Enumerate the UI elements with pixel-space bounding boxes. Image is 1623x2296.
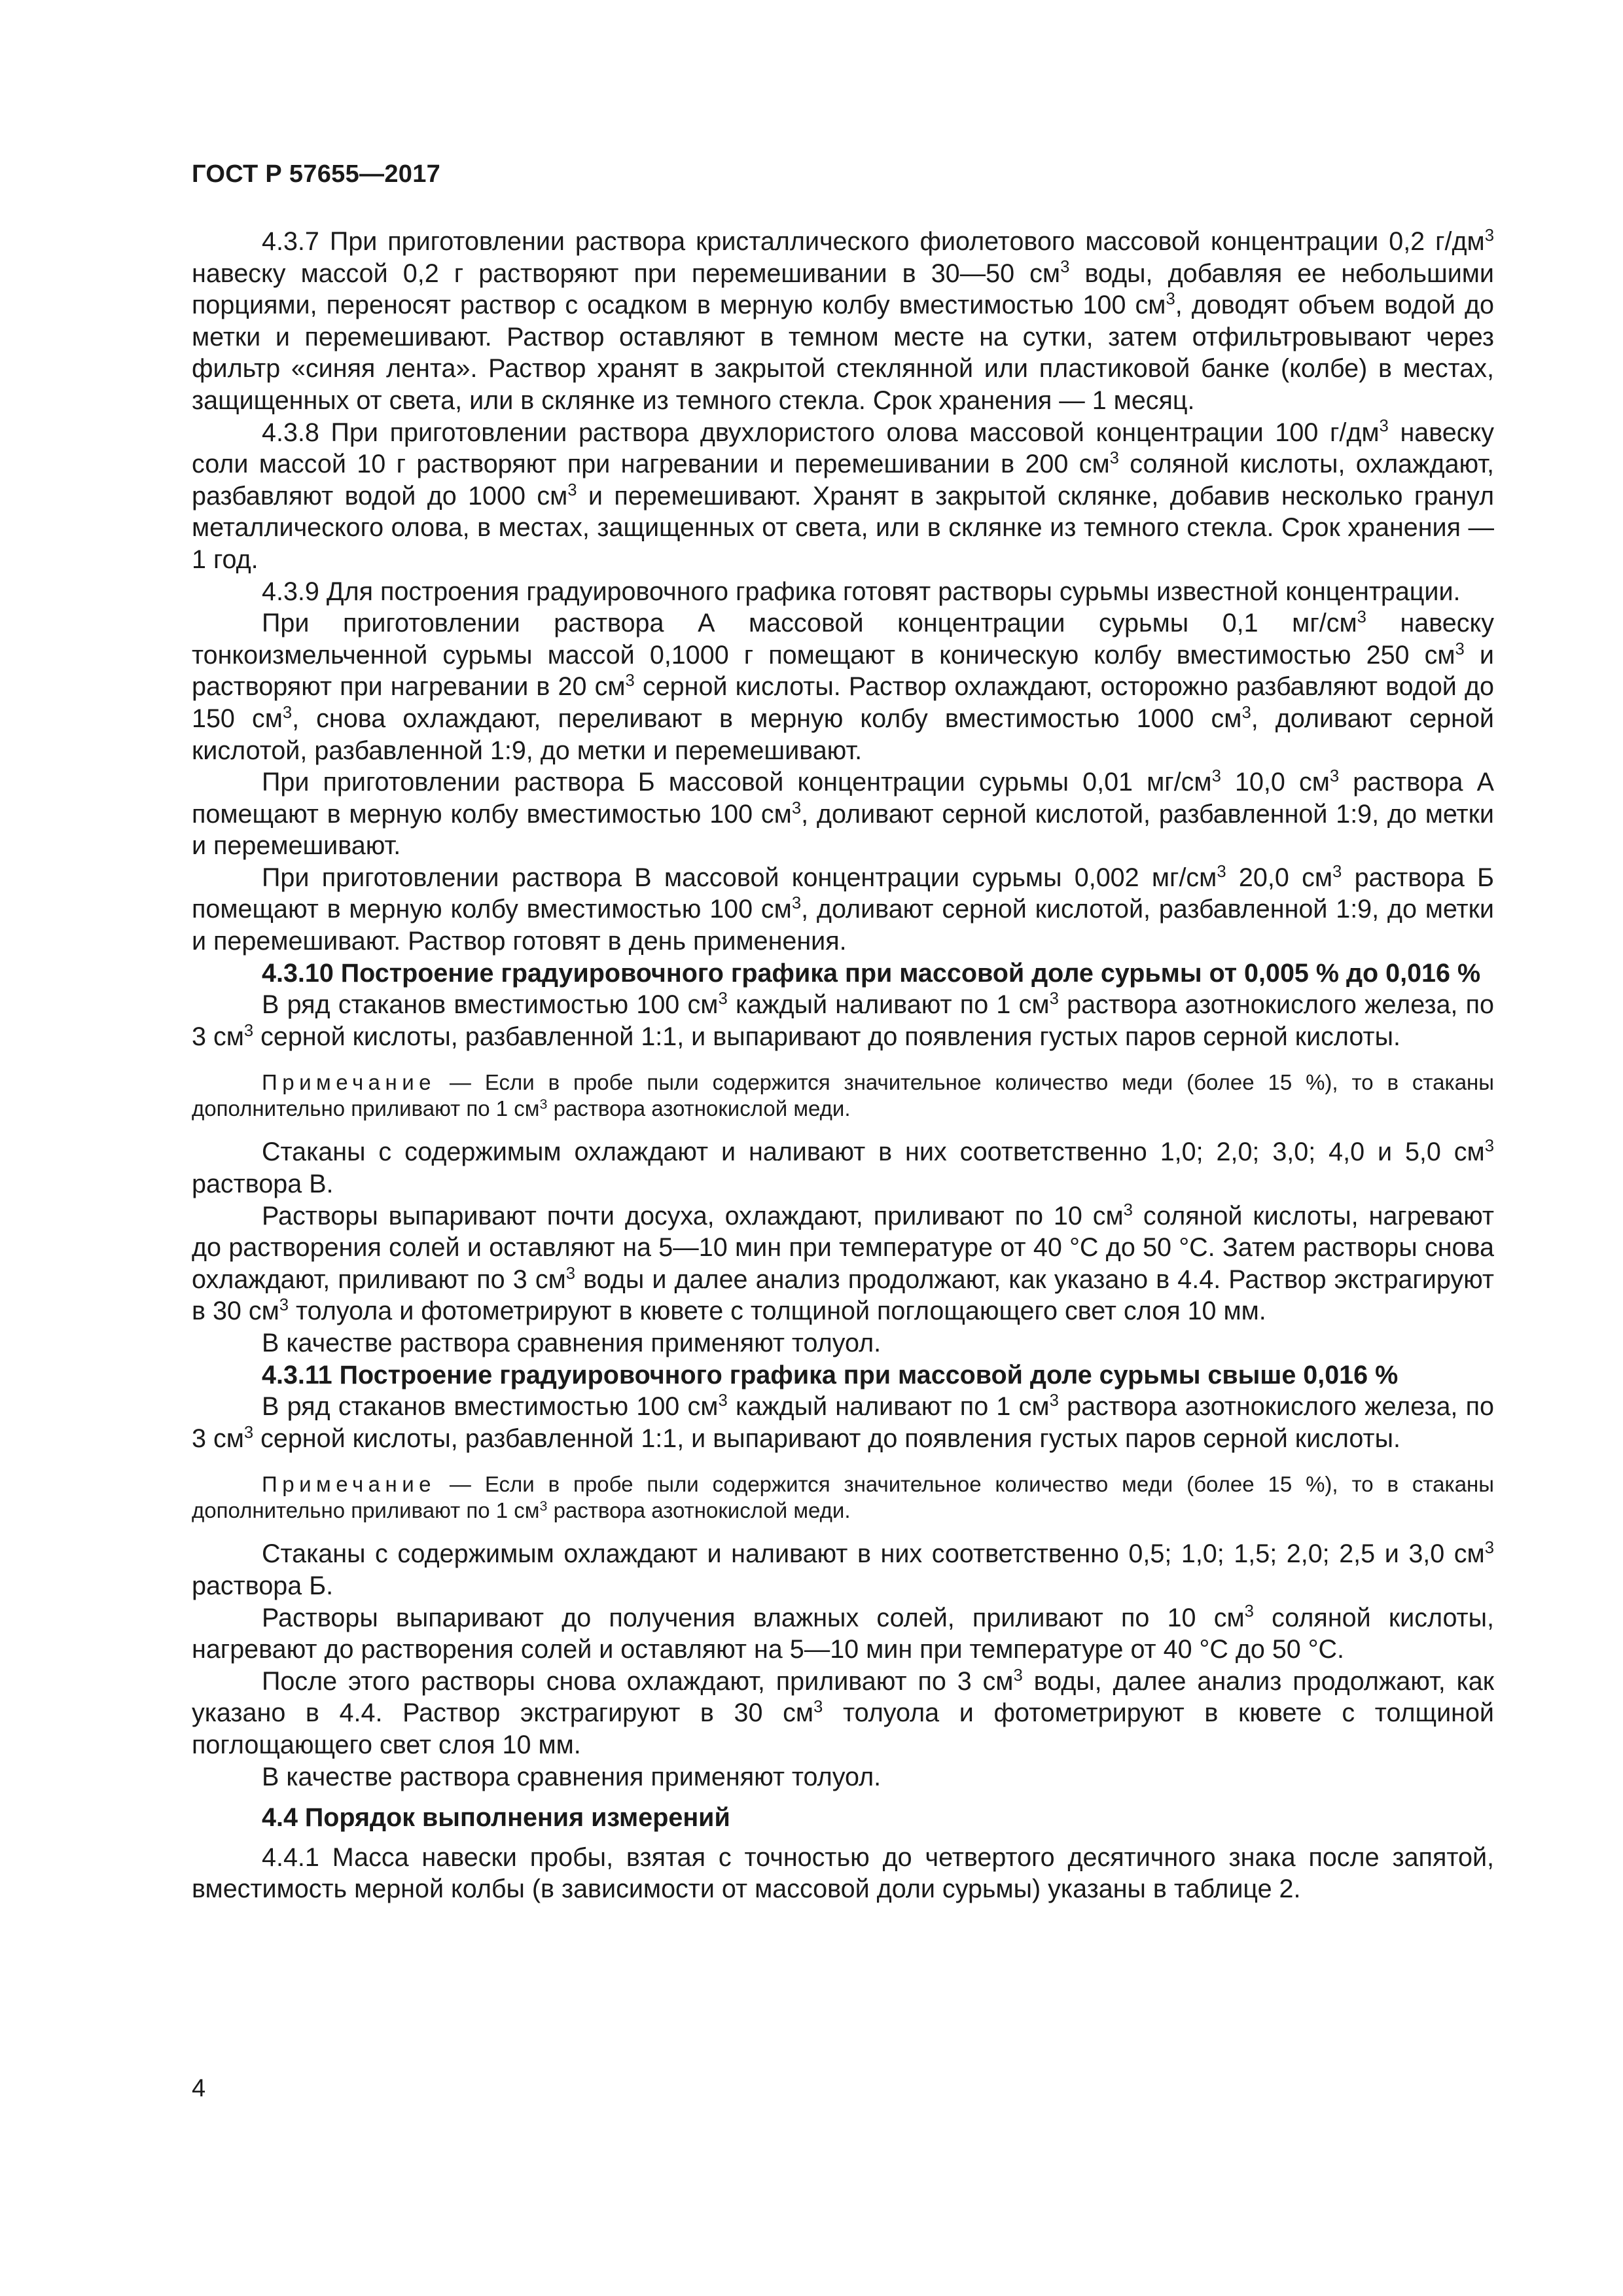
text-run: При приготовлении раствора А массовой концентрации сурьмы 0,1 мг/см [262, 609, 1357, 638]
text-run: В ряд стаканов вместимостью 100 см [262, 990, 719, 1020]
text-run: После этого растворы снова охлаждают, приливают по 3 см [262, 1666, 1014, 1696]
text-run: 4.3.9 Для построения градуировочного графика готовят растворы сурьмы известной концентрации. [262, 577, 1461, 606]
superscript: 3 [1357, 608, 1366, 627]
superscript: 3 [539, 1498, 548, 1514]
paragraph [192, 1136, 1494, 1200]
text-run: В качестве раствора сравнения применяют толуол. [262, 1329, 882, 1357]
superscript: 3 [1379, 417, 1389, 436]
text-run: серной кислоты, разбавленной 1:1, и выпаривают до появления густых паров серной кислоты. [253, 1022, 1400, 1051]
text-run: и растворяют при нагревании в 20 см [192, 640, 1494, 702]
paragraph [192, 1538, 1494, 1602]
document-header: ГОСТ Р 57655—2017 [192, 160, 441, 188]
superscript: 3 [1211, 766, 1221, 785]
superscript: 3 [1484, 1137, 1494, 1156]
page-number: 4 [192, 2075, 206, 2102]
superscript: 3 [791, 798, 802, 817]
text-run: толуола и фотометрируют в кювете с толщиной поглощающего свет слоя 10 мм. [289, 1297, 1266, 1326]
superscript: 3 [282, 703, 293, 722]
paragraph [192, 1761, 1494, 1793]
text-run: толуола и фотометрируют в кювете с толщиной поглощающего свет слоя 10 мм. [192, 1698, 1494, 1759]
paragraph [192, 607, 1494, 766]
text-run: раствора азотнокислого железа, по 3 см [192, 990, 1495, 1051]
text-run: соляной кислоты, нагревают до растворения солей и оставляют на 5—10 мин при температуре от 40 °С до 50 °С. Затем растворы снова охлаждают, приливают по 3 см [192, 1201, 1494, 1294]
superscript: 3 [243, 1423, 254, 1442]
superscript: 3 [718, 1391, 728, 1410]
superscript: 3 [539, 1096, 548, 1112]
text-run: Растворы выпаривают до получения влажных солей, приливают по 10 см [262, 1603, 1245, 1632]
text-run: — Если в пробе пыли содержится значительное количество меди (более 15 %), то в стаканы дополнительно приливают по 1 см [192, 1472, 1494, 1523]
text-run: воды и далее анализ продолжают, как указано в 4.4. Раствор экстрагируют в 30 см [192, 1265, 1494, 1326]
text-run: соляной кислоты, охлаждают, разбавляют водой до 1000 см [192, 450, 1494, 511]
text-run: 10,0 см [1221, 768, 1330, 797]
superscript: 3 [1484, 226, 1494, 245]
text-run: Стаканы с содержимым охлаждают и наливают в них соответственно 1,0; 2,0; 3,0; 4,0 и 5,0 см [262, 1138, 1485, 1167]
text-run: При приготовлении раствора Б массовой концентрации сурьмы 0,01 мг/см [262, 768, 1212, 797]
superscript: 3 [791, 894, 802, 913]
superscript: 3 [1329, 766, 1340, 785]
note-paragraph [192, 1069, 1494, 1122]
text-run: навеску тонкоизмельченной сурьмы массой 0,1000 г помещают в коническую колбу вместимостью 250 см [192, 609, 1494, 670]
text-run: При приготовлении раствора В массовой концентрации сурьмы 0,002 мг/см [262, 863, 1217, 892]
text-run: серной кислоты, разбавленной 1:1, и выпаривают до появления густых паров серной кислоты. [253, 1424, 1400, 1453]
note-label: Примечание [262, 1070, 437, 1095]
superscript: 3 [243, 1021, 254, 1040]
paragraph [192, 576, 1494, 608]
superscript: 3 [718, 990, 728, 1009]
text-run: В качестве раствора сравнения применяют толуол. [262, 1762, 882, 1791]
text-run: раствора Б. [192, 1571, 334, 1600]
superscript: 3 [279, 1296, 289, 1315]
text-run: 4.3.8 При приготовлении раствора двухлористого олова массовой концентрации 100 г/дм [262, 418, 1380, 447]
paragraph [192, 226, 1494, 417]
text-run: и перемешивают. Хранят в закрытой склянке, добавив несколько гранул металлического олова, в местах, защищенных от света, или в склянке из темного стекла. Срок хранения — 1 год. [192, 481, 1494, 574]
text-run: раствора А помещают в мерную колбу вместимостью 100 см [192, 768, 1494, 829]
paragraph [192, 862, 1494, 958]
document-body [192, 226, 1494, 1905]
text-run: каждый наливают по 1 см [727, 990, 1050, 1020]
superscript: 3 [1109, 449, 1119, 468]
section-heading [192, 1802, 1494, 1834]
text-run: Растворы выпаривают почти досуха, охлаждают, приливают по 10 см [262, 1201, 1124, 1230]
text-run: каждый наливают по 1 см [727, 1392, 1050, 1422]
paragraph [192, 417, 1494, 576]
superscript: 3 [565, 1264, 576, 1283]
text-run: , доводят объем водой до метки и перемешивают. Раствор оставляют в темном месте на сутки, затем отфильтровывают через фильтр «синяя лента». Раствор хранят в закрытой стеклянной или пластиковой банке (колбе) в местах, защищенных от света, или в склянке из темного стекла. Срок хранения — 1 месяц. [192, 291, 1495, 415]
superscript: 3 [1244, 1602, 1254, 1621]
text-run: , доливают серной кислотой, разбавленной 1:9, до метки и перемешивают. [192, 704, 1494, 765]
paragraph [192, 766, 1494, 862]
paragraph [192, 1842, 1494, 1905]
superscript: 3 [1013, 1666, 1023, 1685]
superscript: 3 [1049, 1391, 1059, 1410]
superscript: 3 [567, 480, 577, 499]
superscript: 3 [1484, 1539, 1494, 1558]
superscript: 3 [813, 1698, 823, 1717]
superscript: 3 [1217, 862, 1226, 881]
section-heading [192, 958, 1494, 990]
text-run: 20,0 см [1226, 863, 1332, 892]
superscript: 3 [625, 672, 635, 691]
superscript: 3 [1060, 258, 1070, 277]
text-run: В ряд стаканов вместимостью 100 см [262, 1392, 719, 1422]
text-run: раствора Б помещают в мерную колбу вместимостью 100 см [192, 863, 1495, 924]
note-label: Примечание [262, 1472, 437, 1497]
superscript: 3 [1166, 290, 1175, 309]
paragraph [192, 1666, 1494, 1761]
superscript: 3 [1332, 862, 1342, 881]
text-run: раствора азотнокислой меди. [547, 1096, 851, 1121]
text-run: 4.4.1 Масса навески пробы, взятая с точностью до четвертого десятичного знака после запятой, вместимость мерной колбы (в зависимости от массовой доли сурьмы) указаны в таблице 2. [192, 1842, 1494, 1904]
text-run: 4.4 Порядок выполнения измерений [262, 1803, 730, 1833]
paragraph [192, 1602, 1494, 1666]
text-run: воды, добавляя ее небольшими порциями, переносят раствор с осадком в мерную колбу вместимостью 100 см [192, 259, 1494, 320]
text-run: Стаканы с содержимым охлаждают и наливают в них соответственно 0,5; 1,0; 1,5; 2,0; 2,5 и 3,0 см [262, 1539, 1485, 1569]
text-run: 4.3.11 Построение градуировочного графика при массовой доле сурьмы свыше 0,016 % [262, 1360, 1399, 1390]
superscript: 3 [1123, 1200, 1133, 1219]
superscript: 3 [1241, 703, 1251, 722]
section-heading [192, 1359, 1494, 1391]
paragraph [192, 989, 1494, 1052]
superscript: 3 [1049, 990, 1059, 1009]
text-run: 4.3.10 Построение градуировочного графика при массовой доле сурьмы от 0,005 % до 0,016 % [262, 958, 1481, 988]
text-run: , доливают серной кислотой, разбавленной 1:9, до метки и перемешивают. [192, 799, 1494, 861]
paragraph [192, 1200, 1494, 1327]
text-run: раствора азотнокислого железа, по 3 см [192, 1392, 1495, 1453]
text-run: раствора В. [192, 1170, 334, 1199]
text-run: воды, далее анализ продолжают, как указано в 4.4. Раствор экстрагируют в 30 см [192, 1666, 1494, 1728]
text-run: , доливают серной кислотой, разбавленной 1:9, до метки и перемешивают. Раствор готовят в день применения. [192, 895, 1494, 956]
text-run: 4.3.7 При приготовлении раствора кристаллического фиолетового массовой концентрации 0,2 г/дм [262, 227, 1485, 256]
paragraph [192, 1391, 1494, 1454]
text-run: серной кислоты. Раствор охлаждают, осторожно разбавляют водой до 150 см [192, 672, 1494, 733]
text-run: раствора азотнокислой меди. [547, 1498, 851, 1523]
text-run: навеску соли массой 10 г растворяют при нагревании и перемешивании в 200 см [192, 418, 1494, 479]
note-paragraph [192, 1471, 1494, 1524]
superscript: 3 [1455, 639, 1465, 658]
text-run: — Если в пробе пыли содержится значительное количество меди (более 15 %), то в стаканы дополнительно приливают по 1 см [192, 1070, 1494, 1121]
paragraph [192, 1327, 1494, 1359]
text-run: навеску массой 0,2 г растворяют при перемешивании в 30—50 см [192, 259, 1061, 288]
text-run: , снова охлаждают, переливают в мерную колбу вместимостью 1000 см [292, 704, 1242, 733]
text-run: соляной кислоты, нагревают до растворения солей и оставляют на 5—10 мин при температуре от 40 °С до 50 °С. [192, 1603, 1494, 1664]
